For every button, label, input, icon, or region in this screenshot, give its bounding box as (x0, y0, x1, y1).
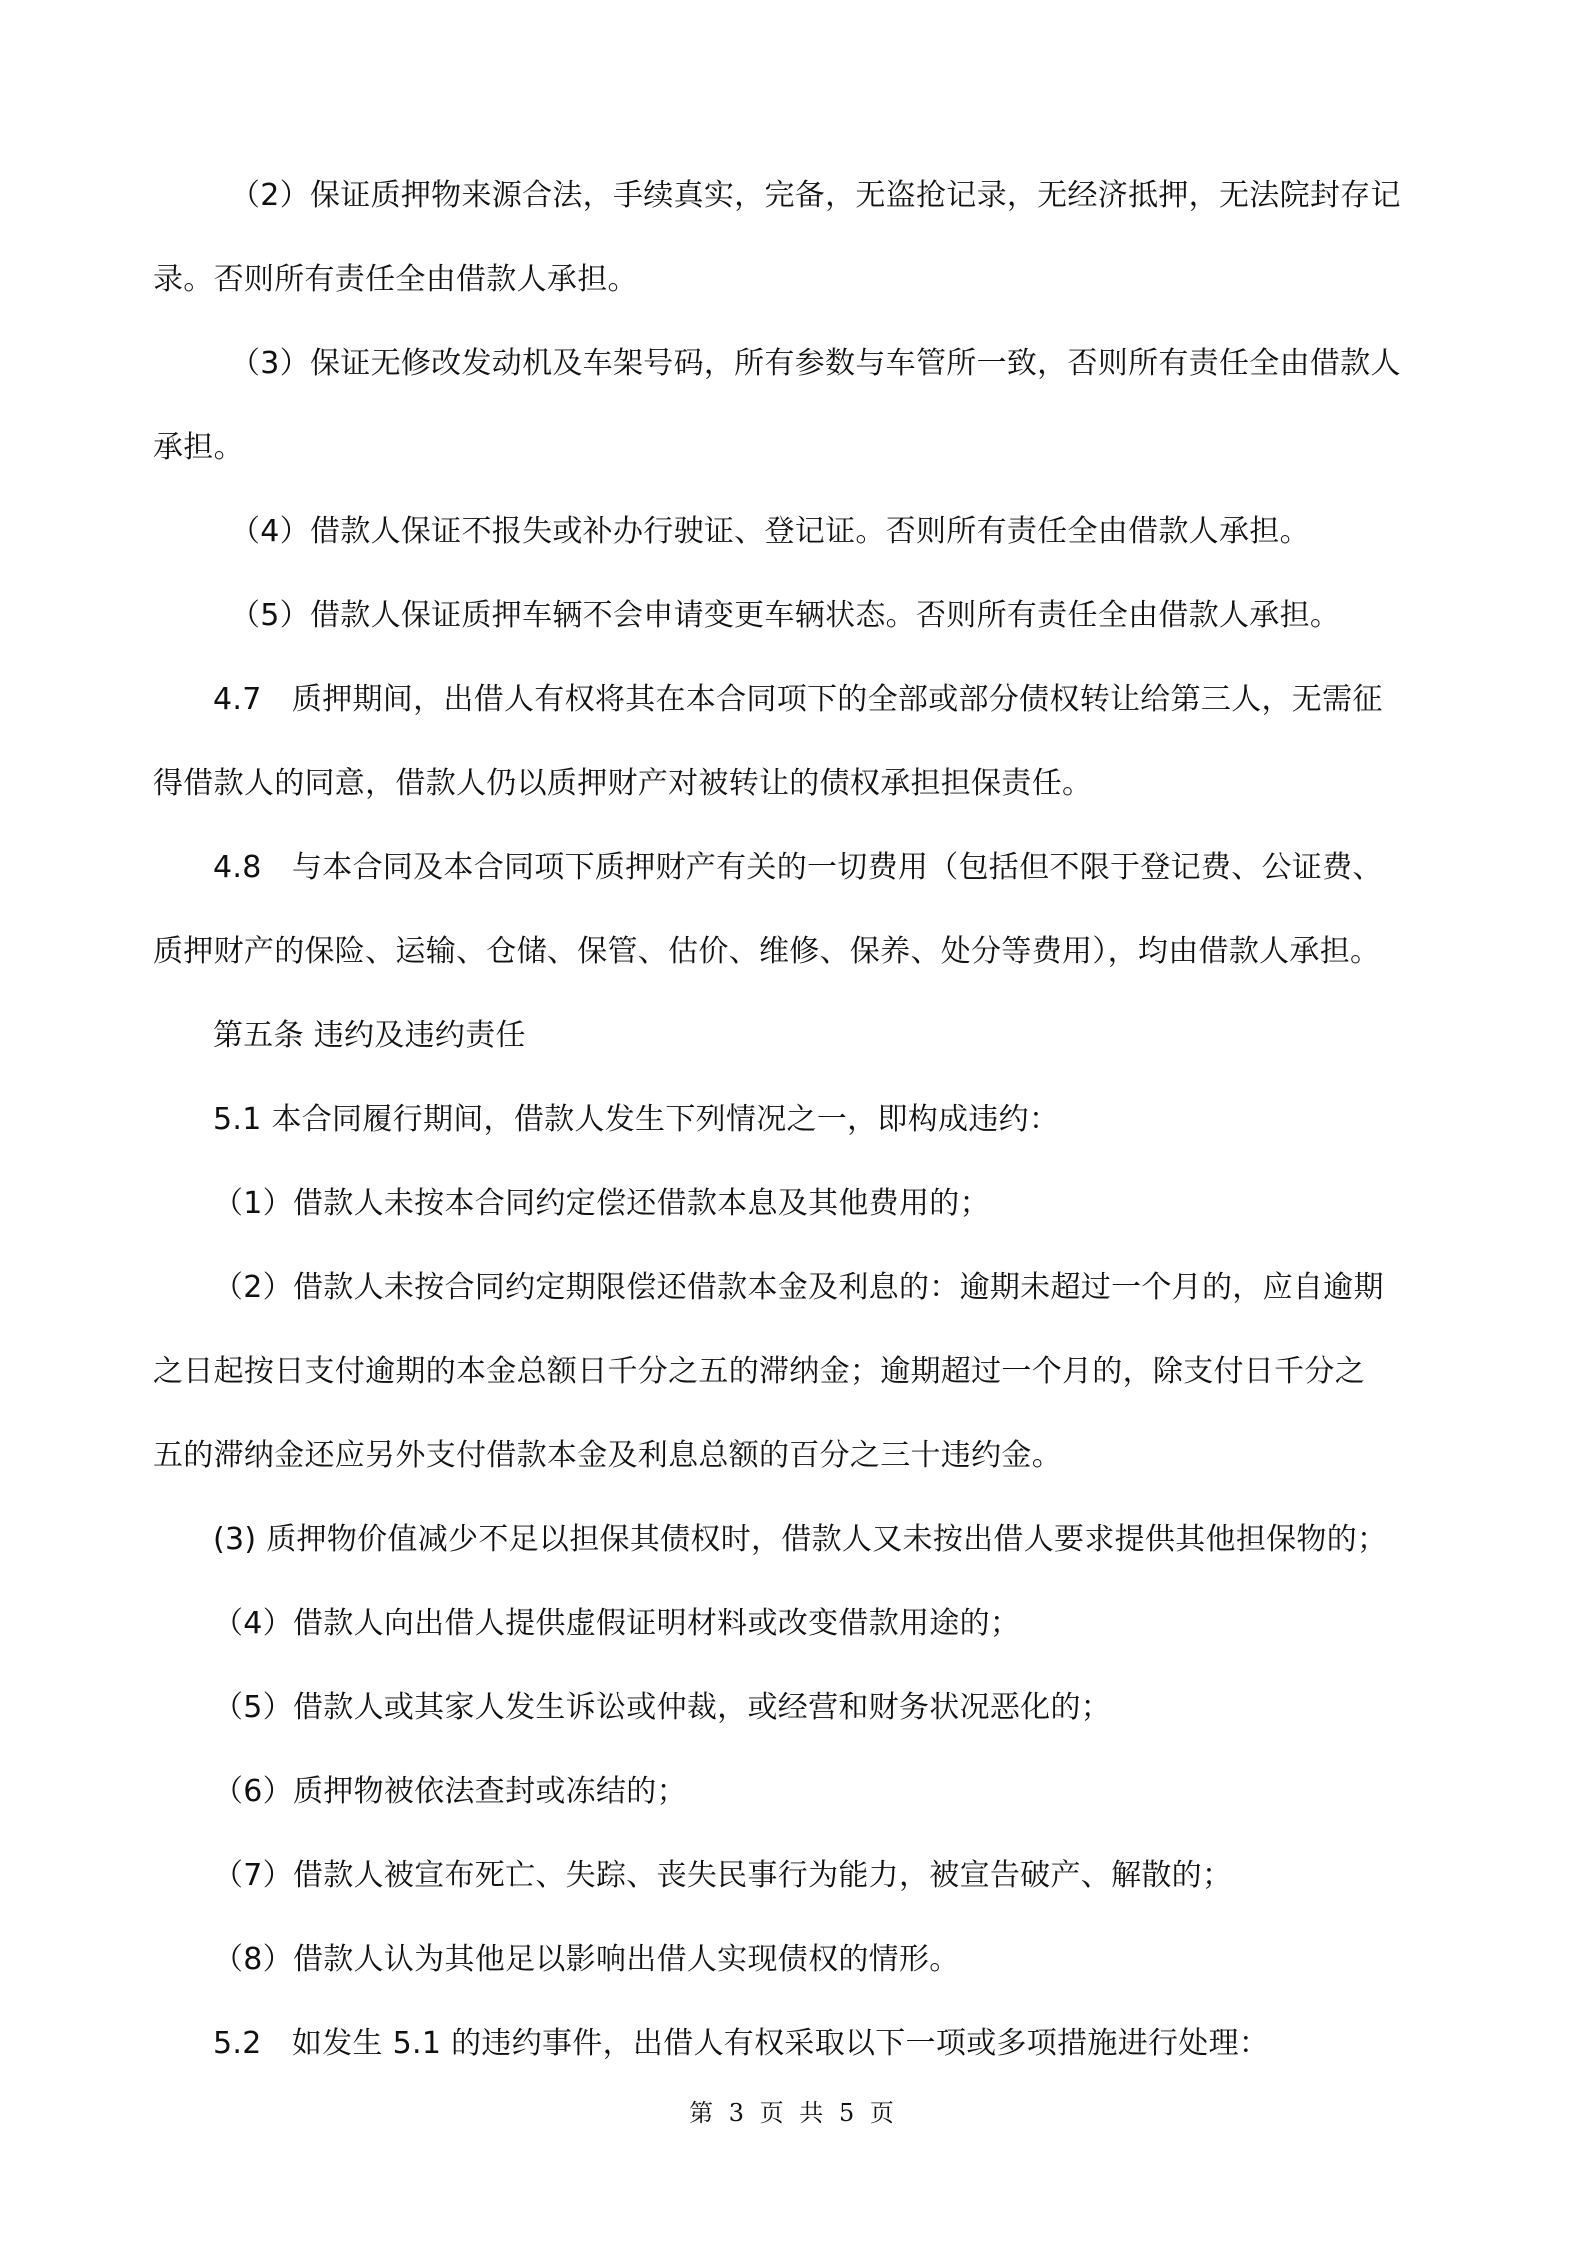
text-line: 4.8 与本合同及本合同项下质押财产有关的一切费用（包括但不限于登记费、公证费、 (213, 850, 1383, 885)
text-line: 承担。 (153, 430, 244, 465)
text-line: （1）借款人未按本合同约定偿还借款本息及其他费用的； (213, 1186, 990, 1221)
text-line: （2）保证质押物来源合法，手续真实，完备，无盗抢记录，无经济抵押，无法院封存记 (230, 178, 1401, 213)
text-line: 之日起按日支付逾期的本金总额日千分之五的滞纳金；逾期超过一个月的，除支付日千分之 (153, 1354, 1365, 1389)
text-line: （5）借款人保证质押车辆不会申请变更车辆状态。否则所有责任全由借款人承担。 (230, 598, 1341, 633)
text-line: （2）借款人未按合同约定期限偿还借款本金及利息的：逾期未超过一个月的，应自逾期 (213, 1270, 1384, 1305)
text-line: 5.1 本合同履行期间，借款人发生下列情况之一，即构成违约： (213, 1102, 1060, 1137)
text-line: （8）借款人认为其他足以影响出借人实现债权的情形。 (213, 1942, 960, 1977)
page-number-footer: 第 3 页 共 5 页 (689, 2099, 898, 2127)
text-line: 4.7 质押期间，出借人有权将其在本合同项下的全部或部分债权转让给第三人，无需征 (213, 682, 1383, 717)
text-line: （4）借款人保证不报失或补办行驶证、登记证。否则所有责任全由借款人承担。 (230, 514, 1310, 549)
text-line: 质押财产的保险、运输、仓储、保管、估价、维修、保养、处分等费用），均由借款人承担。 (153, 934, 1381, 969)
text-line: (3) 质押物价值减少不足以担保其债权时，借款人又未按出借人要求提供其他担保物的； (213, 1522, 1388, 1557)
text-line: （3）保证无修改发动机及车架号码，所有参数与车管所一致，否则所有责任全由借款人 (230, 346, 1401, 381)
text-line: （4）借款人向出借人提供虚假证明材料或改变借款用途的； (213, 1606, 1021, 1641)
section-heading: 第五条 违约及违约责任 (213, 1018, 526, 1053)
text-line: （6）质押物被依法查封或冻结的； (213, 1774, 687, 1809)
text-line: （5）借款人或其家人发生诉讼或仲裁，或经营和财务状况恶化的； (213, 1690, 1112, 1725)
text-line: 五的滞纳金还应另外支付借款本金及利息总额的百分之三十违约金。 (153, 1438, 1062, 1473)
text-line: 5.2 如发生 5.1 的违约事件，出借人有权采取以下一项或多项措施进行处理： (213, 2026, 1270, 2061)
text-line: 录。否则所有责任全由借款人承担。 (153, 262, 638, 297)
text-line: 得借款人的同意，借款人仍以质押财产对被转让的债权承担担保责任。 (153, 766, 1093, 801)
text-line: （7）借款人被宣布死亡、失踪、丧失民事行为能力，被宣告破产、解散的； (213, 1858, 1233, 1893)
